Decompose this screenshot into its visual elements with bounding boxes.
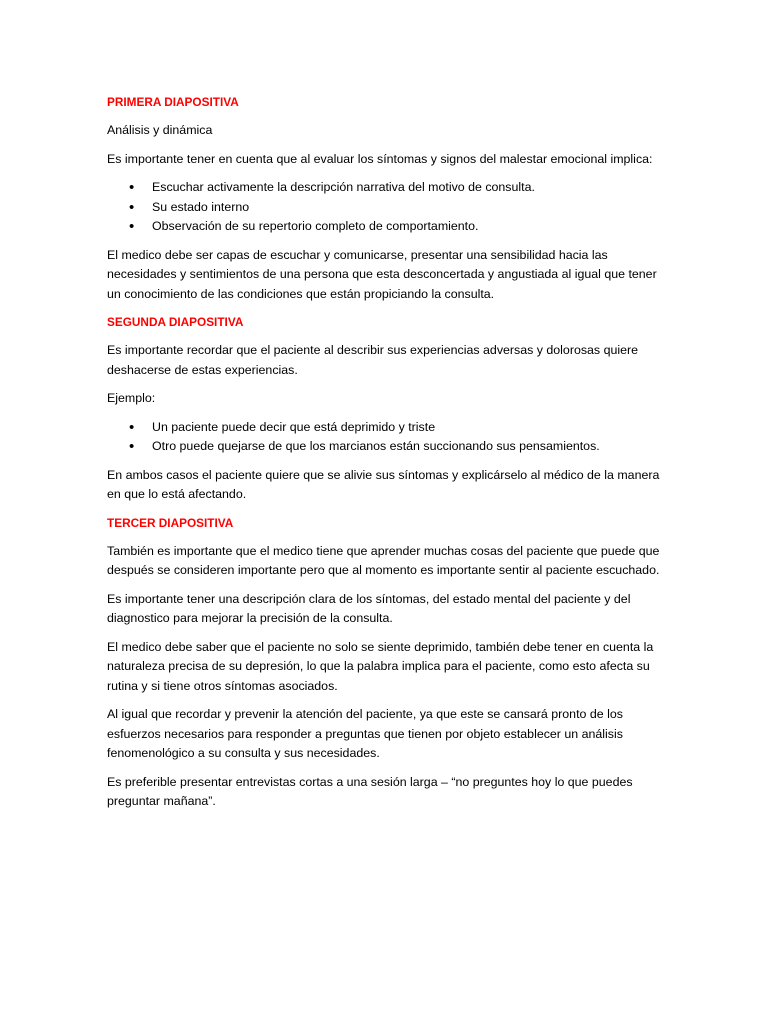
list-item: • Observación de su repertorio completo de comportamiento. (107, 217, 663, 237)
section-heading-primera: PRIMERA DIAPOSITIVA (107, 95, 239, 109)
section-heading-tercer: TERCER DIAPOSITIVA (107, 515, 234, 530)
paragraph: Es importante tener en cuenta que al evaluar los síntomas y signos del malestar emocional implica: (107, 151, 653, 166)
section-heading-segunda: SEGUNDA DIAPOSITIVA (107, 315, 244, 329)
bullet-list (107, 178, 663, 237)
paragraph: Es importante recordar que el paciente al describir sus experiencias adversas y dolorosas quiere deshacerse de estas experiencias. (107, 343, 639, 377)
paragraph: Al igual que recordar y prevenir la atención del paciente, ya que este se cansará pronto de los esfuerzos necesarios para responder a preguntas que tienen por objeto establecer un análisis fenomenológico a su consulta y sus necesidades. (107, 707, 623, 760)
document-page (107, 93, 663, 821)
paragraph: Es preferible presentar entrevistas cortas a una sesión larga – “no preguntes hoy lo que puedes preguntar mañana”. (107, 774, 633, 808)
bullet-list (107, 418, 663, 457)
list-item: • Su estado interno (107, 198, 663, 218)
paragraph: Es importante tener una descripción clara de los síntomas, del estado mental del paciente y del diagnostico para mejorar la precisión de la consulta. (107, 591, 631, 625)
example-label: Ejemplo: (107, 391, 156, 405)
paragraph: En ambos casos el paciente quiere que se alivie sus síntomas y explicárselo al médico de la manera en que lo está afectando. (107, 467, 660, 501)
list-item: • Otro puede quejarse de que los marcianos están succionando sus pensamientos. (107, 437, 663, 457)
list-item: • Escuchar activamente la descripción narrativa del motivo de consulta. (107, 178, 663, 198)
section-subtitle: Análisis y dinámica (107, 123, 213, 137)
list-item: • Un paciente puede decir que está deprimido y triste (107, 418, 663, 438)
paragraph: El medico debe saber que el paciente no solo se siente deprimido, también debe tener en cuenta la naturaleza precisa de su depresión, lo que la palabra implica para el paciente, como esto afecta su rutina y si tiene otros síntomas asociados. (107, 639, 654, 693)
paragraph: El medico debe ser capas de escuchar y comunicarse, presentar una sensibilidad hacia las necesidades y sentimientos de una persona que esta desconcertada y angustiada al igual que tener un conocimiento de las condiciones que están propiciando la consulta. (107, 247, 657, 301)
paragraph: También es importante que el medico tiene que aprender muchas cosas del paciente que puede que después se consideren importante pero que al momento es importante sentir al paciente escuchado. (107, 543, 660, 577)
